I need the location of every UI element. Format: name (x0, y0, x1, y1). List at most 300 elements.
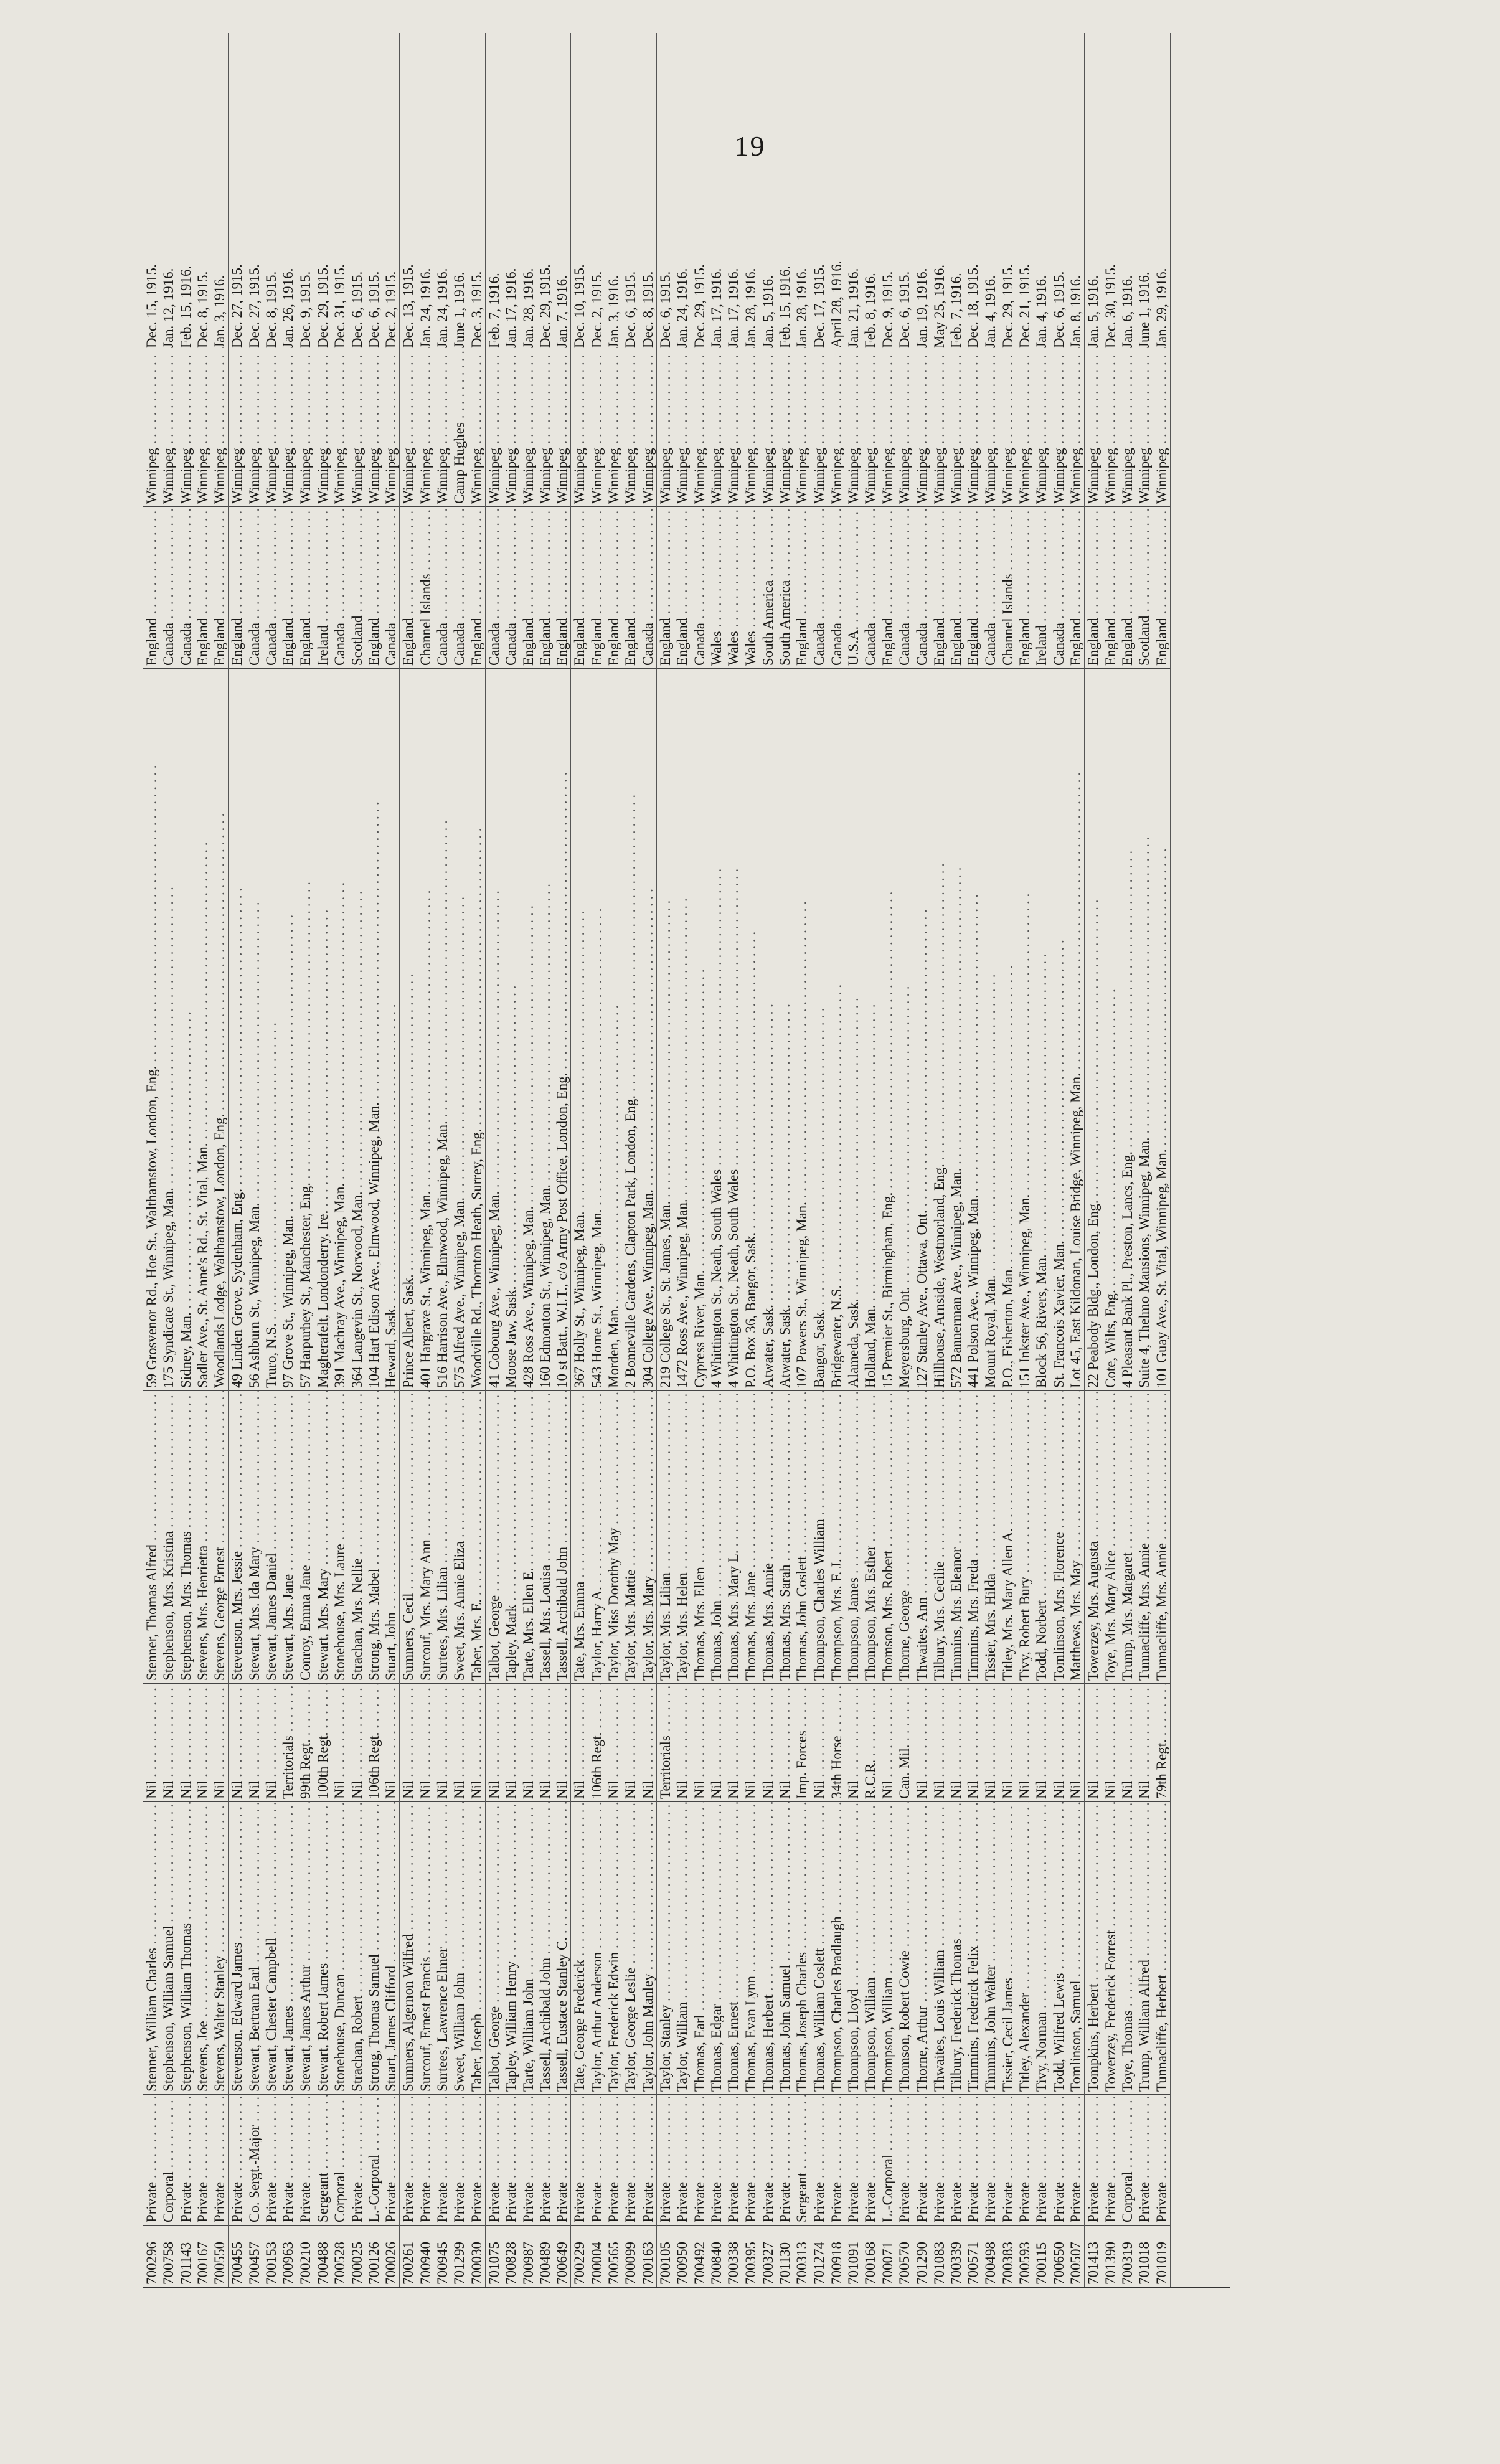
regimental-number: 701130 (776, 2225, 793, 2287)
country-of-birth: England . . . (194, 506, 211, 668)
soldier-name: Thomas, William Coslett . . . (811, 1801, 828, 2094)
date-of-enlistment: Dec. 6, 1915. (623, 271, 639, 348)
address: 1472 Ross Ave., Winnipeg, Man. . . . (674, 668, 691, 1390)
date-of-enlistment: Dec. 6, 1915. (1050, 271, 1067, 348)
soldier-name: Timmins, John Walter . . . (982, 1801, 999, 2094)
regimental-number: 700153 (263, 2225, 280, 2287)
country-of-birth: England . . . (674, 506, 691, 668)
date-of-enlistment: Jan. 8, 1916. (1068, 275, 1084, 348)
regimental-number: 700339 (948, 2225, 965, 2287)
regimental-number: 700828 (502, 2225, 519, 2287)
place-of-enlistment: Winnipeg . . . (246, 351, 263, 506)
date-of-enlistment: Dec. 9, 1915. (297, 271, 313, 348)
soldier-name: Thomas, Evan Lynn . . . (742, 1801, 759, 2094)
former-corps: Nil . . . (742, 1683, 759, 1801)
next-of-kin: Talbot, George . . . (486, 1390, 502, 1683)
former-corps: Nil . . . (520, 1683, 537, 1801)
regimental-number: 700945 (434, 2225, 451, 2287)
date-of-enlistment: Jan. 6, 1916. (1119, 275, 1135, 348)
address: Magherafelt, Londonderry, Ire. . . . (314, 668, 331, 1390)
table-row (331, 33, 348, 2287)
rank: Corporal . . . (331, 2094, 348, 2225)
address: 572 Bannerman Ave., Winnipeg, Man. . . . (948, 668, 965, 1390)
rank: Private . . . (639, 2094, 656, 2225)
place-of-enlistment: Winnipeg . . . (708, 351, 725, 506)
former-corps: Nil . . . (451, 1683, 468, 1801)
place-of-enlistment: Winnipeg . . . (1050, 351, 1067, 506)
soldier-name: Strachan, Robert . . . (349, 1801, 366, 2094)
place-of-enlistment: Winnipeg . . . (468, 351, 485, 506)
date-of-enlistment: Jan. 24, 1916. (435, 268, 451, 348)
regimental-number: 701390 (1102, 2225, 1119, 2287)
country-of-birth: Wales . . . (708, 506, 725, 668)
next-of-kin: Tarte, Mrs. Ellen E. . . . (520, 1390, 537, 1683)
regimental-number: 700570 (896, 2225, 913, 2287)
date-of-enlistment: Dec. 21, 1915. (1017, 264, 1033, 348)
former-corps: Nil . . . (1136, 1683, 1153, 1801)
country-of-birth: Canada . . . (691, 506, 708, 668)
rank: Sergeant . . . (314, 2094, 331, 2225)
next-of-kin: Stonehouse, Mrs. Laure . . . (331, 1390, 348, 1683)
country-of-birth: England . . . (520, 506, 537, 668)
former-corps: Nil . . . (1050, 1683, 1067, 1801)
rank: Private . . . (451, 2094, 468, 2225)
soldier-name: Tunnacliffe, Herbert . . . (1153, 1801, 1170, 2094)
country-of-birth: England . . . (297, 506, 314, 668)
former-corps: Nil . . . (502, 1683, 519, 1801)
date-of-enlistment: Feb. 7, 1916. (948, 273, 964, 348)
former-corps: R.C.R. . . . (862, 1683, 879, 1801)
former-corps: Imp. Forces . . . (793, 1683, 810, 1801)
date-of-enlistment: Dec. 30, 1915. (1102, 264, 1118, 348)
former-corps: Nil . . . (965, 1683, 981, 1801)
country-of-birth: England . . . (468, 506, 485, 668)
date-of-enlistment: Jan. 17, 1916. (725, 268, 742, 348)
page-number: 19 (734, 130, 766, 162)
former-corps: Nil . . . (1085, 1683, 1101, 1801)
former-corps: Nil . . . (194, 1683, 211, 1801)
rank: Private . . . (948, 2094, 965, 2225)
place-of-enlistment: Winnipeg . . . (194, 351, 211, 506)
country-of-birth: England . . . (1016, 506, 1033, 668)
date-of-enlistment: June 1, 1916. (1136, 271, 1153, 348)
table-row (879, 33, 896, 2287)
next-of-kin: Thompson, Mrs. F. J. . . . (828, 1390, 845, 1683)
next-of-kin: Thomson, Mrs. Robert . . . (879, 1390, 896, 1683)
soldier-name: Stevens, Walter Stanley . . . (211, 1801, 228, 2094)
place-of-enlistment: Winnipeg . . . (999, 351, 1016, 506)
country-of-birth: England . . . (588, 506, 605, 668)
table-row (297, 33, 314, 2287)
former-corps: Nil . . . (811, 1683, 828, 1801)
country-of-birth: England . . . (537, 506, 554, 668)
country-of-birth: England . . . (143, 506, 160, 668)
place-of-enlistment: Winnipeg . . . (622, 351, 639, 506)
regimental-number: 700004 (588, 2225, 605, 2287)
regimental-number: 700649 (554, 2225, 570, 2287)
country-of-birth: England . . . (1119, 506, 1136, 668)
next-of-kin: Stewart, James Daniel . . . (263, 1390, 280, 1683)
date-of-enlistment: Feb. 7, 1916. (486, 273, 502, 348)
place-of-enlistment: Winnipeg . . . (811, 351, 828, 506)
regimental-number: 701083 (931, 2225, 948, 2287)
soldier-name: Tomlinson, Samuel . . . (1067, 1801, 1084, 2094)
former-corps: Nil . . . (211, 1683, 228, 1801)
regimental-number: 700528 (331, 2225, 348, 2287)
address: 219 College St., St. James, Man. . . . (657, 668, 674, 1390)
soldier-name: Stewart, Chester Campbell . . . (263, 1801, 280, 2094)
country-of-birth: England . . . (622, 506, 639, 668)
regimental-number: 700168 (862, 2225, 879, 2287)
next-of-kin: Taylor, Mrs. Mary . . . (639, 1390, 656, 1683)
country-of-birth: Channel Islands . . . (417, 506, 434, 668)
table-row (982, 33, 999, 2287)
table-row (674, 33, 691, 2287)
rank: Private . . . (486, 2094, 502, 2225)
address: 101 Guay Ave., St. Vital, Winnipeg, Man. . . . (1153, 668, 1170, 1390)
former-corps: Nil . . . (691, 1683, 708, 1801)
soldier-name: Titley, Alexander . . . (1016, 1801, 1033, 2094)
date-of-enlistment: Dec. 6, 1915. (657, 271, 673, 348)
place-of-enlistment: Winnipeg . . . (160, 351, 177, 506)
rank: Private . . . (382, 2094, 399, 2225)
table-row (143, 33, 160, 2287)
former-corps: Nil . . . (845, 1683, 862, 1801)
soldier-name: Strong, Thomas Samuel . . . (366, 1801, 382, 2094)
next-of-kin: Taylor, Mrs. Lilian . . . (657, 1390, 674, 1683)
regimental-number: 700498 (982, 2225, 999, 2287)
rank: Private . . . (708, 2094, 725, 2225)
table-row (760, 33, 776, 2287)
table-row (520, 33, 537, 2287)
address: Atwater, Sask. . . . (776, 668, 793, 1390)
address: 57 Harpurhey St., Manchester, Eng. . . . (297, 668, 314, 1390)
rank: Private . . . (554, 2094, 570, 2225)
soldier-name: Thomson, Robert Cowie . . . (896, 1801, 913, 2094)
regimental-number: 700550 (211, 2225, 228, 2287)
country-of-birth: England . . . (1085, 506, 1101, 668)
address: 10 st Batt., W.I.T., c/o Army Post Office, London, Eng. . . . (554, 668, 570, 1390)
address: Sidney, Man. . . . (177, 668, 194, 1390)
rank: Private . . . (143, 2094, 160, 2225)
soldier-name: Thomas, Herbert . . . (760, 1801, 776, 2094)
address: Truro, N.S. . . . (263, 668, 280, 1390)
date-of-enlistment: Dec. 15, 1915. (144, 264, 159, 348)
country-of-birth: England . . . (931, 506, 948, 668)
rank: Private . . . (537, 2094, 554, 2225)
country-of-birth: Canada . . . (331, 506, 348, 668)
regimental-number: 701290 (913, 2225, 930, 2287)
country-of-birth: England . . . (605, 506, 622, 668)
regimental-number: 700571 (965, 2225, 981, 2287)
soldier-name: Taylor, Stanley . . . (657, 1801, 674, 2094)
soldier-name: Stephenson, William Thomas . . . (177, 1801, 194, 2094)
place-of-enlistment: Winnipeg . . . (1016, 351, 1033, 506)
place-of-enlistment: Winnipeg . . . (931, 351, 948, 506)
rank: Private . . . (297, 2094, 314, 2225)
former-corps: 34th Horse . . . (828, 1683, 845, 1801)
address: 4 Pleasant Bank Pl., Preston, Lancs, Eng. . . . (1119, 668, 1136, 1390)
regimental-number: 700126 (366, 2225, 382, 2287)
regimental-number: 700507 (1067, 2225, 1084, 2287)
address: Sadler Ave., St. Anne's Rd., St. Vital, Man. . . . (194, 668, 211, 1390)
rank: Private . . . (845, 2094, 862, 2225)
former-corps: Nil . . . (434, 1683, 451, 1801)
address: Cote, Wilts, Eng. . . . (1102, 668, 1119, 1390)
soldier-name: Stewart, Robert James . . . (314, 1801, 331, 2094)
former-corps: Nil . . . (776, 1683, 793, 1801)
address: 175 Syndicate St., Winnipeg, Man. . . . (160, 668, 177, 1390)
regimental-number: 700163 (639, 2225, 656, 2287)
place-of-enlistment: Winnipeg . . . (211, 351, 228, 506)
date-of-enlistment: Dec. 29, 1915. (314, 264, 331, 348)
soldier-name: Stewart, James . . . (280, 1801, 296, 2094)
former-corps: 99th Regt. . . . (297, 1683, 314, 1801)
regimental-number: 701075 (486, 2225, 502, 2287)
former-corps: Nil . . . (674, 1683, 691, 1801)
date-of-enlistment: Jan. 19, 1916. (914, 268, 930, 348)
date-of-enlistment: Feb. 8, 1916. (862, 273, 879, 348)
rank: Private . . . (1067, 2094, 1084, 2225)
former-corps: Nil . . . (1119, 1683, 1136, 1801)
date-of-enlistment: Jan. 28, 1916. (743, 268, 759, 348)
table-row (194, 33, 211, 2287)
table-row (708, 33, 725, 2287)
date-of-enlistment: Dec. 6, 1915. (897, 271, 913, 348)
place-of-enlistment: Winnipeg . . . (417, 351, 434, 506)
date-of-enlistment: Dec. 3, 1915. (468, 271, 484, 348)
next-of-kin: Towerzey, Mrs. Augusta . . . (1085, 1390, 1101, 1683)
soldier-name: Trump, William Alfred . . . (1136, 1801, 1153, 2094)
former-corps: Nil . . . (571, 1683, 588, 1801)
regimental-number: 700338 (725, 2225, 742, 2287)
date-of-enlistment: Jan. 28, 1916. (520, 268, 536, 348)
next-of-kin: Thompson, Mrs. Esther . . . (862, 1390, 879, 1683)
date-of-enlistment: Jan. 4, 1916. (982, 275, 998, 348)
date-of-enlistment: Jan. 3, 1916. (606, 275, 622, 348)
next-of-kin: Thompson, Charles William . . . (811, 1390, 828, 1683)
table-row (999, 33, 1016, 2287)
place-of-enlistment: Winnipeg . . . (639, 351, 656, 506)
table-row (537, 33, 554, 2287)
soldier-name: Tate, George Frederick . . . (571, 1801, 588, 2094)
regimental-number: 700026 (382, 2225, 399, 2287)
table-row (1050, 33, 1067, 2287)
place-of-enlistment: Winnipeg . . . (896, 351, 913, 506)
address: Mount Royal, Man. . . . (982, 668, 999, 1390)
table-row (965, 33, 981, 2287)
next-of-kin: Stuart, John . . . (382, 1390, 399, 1683)
soldier-name: Tapley, William Henry . . . (502, 1801, 519, 2094)
date-of-enlistment: Jan. 4, 1916. (1034, 275, 1050, 348)
regimental-number: 700099 (622, 2225, 639, 2287)
address: 391 Machray Ave., Winnipeg, Man. . . . (331, 668, 348, 1390)
next-of-kin: Sumners, Cecil . . . (400, 1390, 417, 1683)
regimental-number: 701143 (177, 2225, 194, 2287)
table-row (349, 33, 366, 2287)
former-corps: Nil . . . (177, 1683, 194, 1801)
table-row (828, 33, 845, 2287)
former-corps: 106th Regt. . . . (588, 1683, 605, 1801)
place-of-enlistment: Winnipeg . . . (588, 351, 605, 506)
next-of-kin: Sweet, Mrs. Annie Eliza . . . (451, 1390, 468, 1683)
next-of-kin: Conroy, Emma Jane . . . (297, 1390, 314, 1683)
rank: Private . . . (691, 2094, 708, 2225)
rank: Private . . . (1136, 2094, 1153, 2225)
country-of-birth: England . . . (229, 506, 245, 668)
regimental-number: 701413 (1085, 2225, 1101, 2287)
country-of-birth: England . . . (657, 506, 674, 668)
regimental-number: 700987 (520, 2225, 537, 2287)
soldier-name: Tassell, Eustace Stanley C. . . . (554, 1801, 570, 2094)
table-row (246, 33, 263, 2287)
place-of-enlistment: Winnipeg . . . (554, 351, 570, 506)
former-corps: Can. Mil. . . . (896, 1683, 913, 1801)
soldier-name: Taber, Joseph . . . (468, 1801, 485, 2094)
next-of-kin: Tunnacliffe, Mrs. Annie . . . (1136, 1390, 1153, 1683)
place-of-enlistment: Winnipeg . . . (674, 351, 691, 506)
table-row (896, 33, 913, 2287)
place-of-enlistment: Winnipeg . . . (1153, 351, 1170, 506)
rank: Corporal . . . (160, 2094, 177, 2225)
date-of-enlistment: Jan. 12, 1916. (161, 268, 177, 348)
date-of-enlistment: Dec. 8, 1915. (639, 271, 656, 348)
address: Woodlands Lodge, Walthamstow, London, Eng. . . . (211, 668, 228, 1390)
date-of-enlistment: Dec. 10, 1915. (572, 264, 588, 348)
place-of-enlistment: Winnipeg . . . (537, 351, 554, 506)
rank: Private . . . (211, 2094, 228, 2225)
nominal-roll-table (143, 33, 1230, 2288)
address: St. Francois Xavier, Man. . . . (1050, 668, 1067, 1390)
country-of-birth: Canada . . . (263, 506, 280, 668)
soldier-name: Stewart, James Arthur . . . (297, 1801, 314, 2094)
date-of-enlistment: June 1, 1916. (451, 271, 468, 348)
former-corps: Nil . . . (382, 1683, 399, 1801)
address: 4 Whittington St., Neath, South Wales . . . (708, 668, 725, 1390)
rank: Co. Sergt.-Major . . . (246, 2094, 263, 2225)
rank: Private . . . (1102, 2094, 1119, 2225)
former-corps: Nil . . . (622, 1683, 639, 1801)
table-row (263, 33, 280, 2287)
rank: Private . . . (400, 2094, 417, 2225)
table-row (400, 33, 417, 2287)
place-of-enlistment: Winnipeg . . . (879, 351, 896, 506)
address: 304 College Ave., Winnipeg, Man. . . . (639, 668, 656, 1390)
soldier-name: Talbot, George . . . (486, 1801, 502, 2094)
table-row (725, 33, 742, 2287)
rank: Private . . . (1050, 2094, 1067, 2225)
next-of-kin: Titley, Mrs. Mary Allen A. . . . (999, 1390, 1016, 1683)
rank: Private . . . (468, 2094, 485, 2225)
former-corps: Territorials . . . (280, 1683, 296, 1801)
soldier-name: Thompson, William . . . (862, 1801, 879, 2094)
address: Prince Albert, Sask. . . . (400, 668, 417, 1390)
address: Hillhouse, Arnside, Westmorland, Eng. . . . (931, 668, 948, 1390)
place-of-enlistment: Winnipeg . . . (331, 351, 348, 506)
rank: Private . . . (1016, 2094, 1033, 2225)
former-corps: Nil . . . (931, 1683, 948, 1801)
address: 441 Polson Ave., Winnipeg, Man. . . . (965, 668, 981, 1390)
soldier-name: Stevens, Joe . . . (194, 1801, 211, 2094)
soldier-name: Stuart, James Clifford . . . (382, 1801, 399, 2094)
regimental-number: 700327 (760, 2225, 776, 2287)
regimental-number: 700457 (246, 2225, 263, 2287)
soldier-name: Tilbury, Frederick Thomas . . . (948, 1801, 965, 2094)
soldier-name: Taylor, William . . . (674, 1801, 691, 2094)
place-of-enlistment: Winnipeg . . . (845, 351, 862, 506)
former-corps: Nil . . . (229, 1683, 245, 1801)
regimental-number: 700963 (280, 2225, 296, 2287)
former-corps: Nil . . . (1067, 1683, 1084, 1801)
country-of-birth: Canada . . . (896, 506, 913, 668)
regimental-number: 700229 (571, 2225, 588, 2287)
soldier-name: Timmins, Frederick Felix . . . (965, 1801, 981, 2094)
next-of-kin: Stevens, George Ernest . . . (211, 1390, 228, 1683)
country-of-birth: Scotland . . . (1136, 506, 1153, 668)
address: 104 Hart Edison Ave., Elmwood, Winnipeg, Man. . . . (366, 668, 382, 1390)
address: Suite 4, Thelmo Mansions, Winnipeg, Man. . . . (1136, 668, 1153, 1390)
table-row (845, 33, 862, 2287)
soldier-name: Tissier, Cecil James . . . (999, 1801, 1016, 2094)
country-of-birth: Canada . . . (828, 506, 845, 668)
table-row (314, 33, 331, 2287)
date-of-enlistment: Dec. 6, 1915. (349, 271, 365, 348)
soldier-name: Taylor, George Leslie . . . (622, 1801, 639, 2094)
next-of-kin: Stephenson, Mrs. Thomas . . . (177, 1390, 194, 1683)
date-of-enlistment: Dec. 29, 1915. (537, 264, 553, 348)
address: Woodville Rd., Thornton Heath, Surrey, Eng. . . . (468, 668, 485, 1390)
date-of-enlistment: Dec. 29, 1915. (999, 264, 1016, 348)
place-of-enlistment: Winnipeg . . . (314, 351, 331, 506)
country-of-birth: Canada . . . (1050, 506, 1067, 668)
former-corps: Nil . . . (999, 1683, 1016, 1801)
date-of-enlistment: Feb. 15, 1916. (776, 265, 793, 348)
soldier-name: Tassell, Archibald John . . . (537, 1801, 554, 2094)
date-of-enlistment: Jan. 24, 1916. (417, 268, 433, 348)
date-of-enlistment: Jan. 17, 1916. (708, 268, 724, 348)
address: P.O., Fisherton, Man. . . . (999, 668, 1016, 1390)
rank: Private . . . (263, 2094, 280, 2225)
table-row (366, 33, 382, 2287)
date-of-enlistment: Dec. 6, 1915. (366, 271, 382, 348)
country-of-birth: Canada . . . (862, 506, 879, 668)
place-of-enlistment: Winnipeg . . . (349, 351, 366, 506)
country-of-birth: Canada . . . (913, 506, 930, 668)
next-of-kin: Stenner, Thomas Alfred . . . (143, 1390, 160, 1683)
former-corps: Nil . . . (263, 1683, 280, 1801)
table-row (554, 33, 571, 2287)
soldier-name: Stevenson, Edward James . . . (229, 1801, 245, 2094)
regimental-number: 701274 (811, 2225, 828, 2287)
regimental-number: 700261 (400, 2225, 417, 2287)
date-of-enlistment: Dec. 8, 1915. (263, 271, 280, 348)
regimental-number: 700918 (828, 2225, 845, 2287)
address: 367 Holly St., Winnipeg, Man. . . . (571, 668, 588, 1390)
place-of-enlistment: Winnipeg . . . (965, 351, 981, 506)
address: 543 Home St., Winnipeg, Man. . . . (588, 668, 605, 1390)
next-of-kin: Strong, Mrs. Mabel . . . (366, 1390, 382, 1683)
place-of-enlistment: Winnipeg . . . (725, 351, 742, 506)
country-of-birth: England . . . (793, 506, 810, 668)
next-of-kin: Thomas, John . . . (708, 1390, 725, 1683)
soldier-name: Sumners, Algernon Wilfred . . . (400, 1801, 417, 2094)
next-of-kin: Thwaites, Ann . . . (913, 1390, 930, 1683)
place-of-enlistment: Winnipeg . . . (776, 351, 793, 506)
address: Lot 45, East Kildonan, Louise Bridge, Winnipeg, Man. . . . (1067, 668, 1084, 1390)
next-of-kin: Thompson, James . . . (845, 1390, 862, 1683)
next-of-kin: Stevens, Mrs. Henrietta . . . (194, 1390, 211, 1683)
place-of-enlistment: Winnipeg . . . (177, 351, 194, 506)
